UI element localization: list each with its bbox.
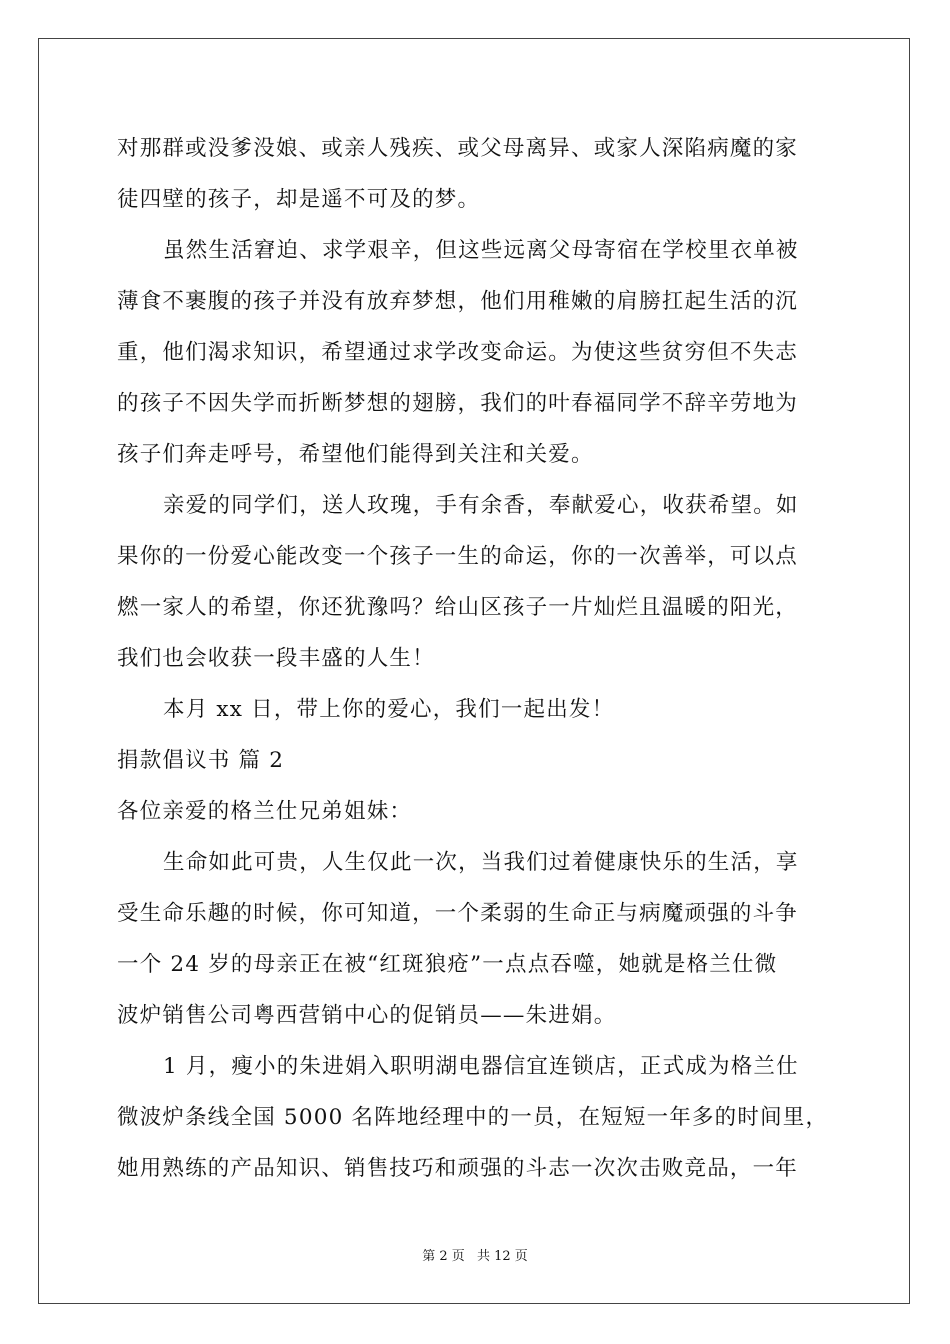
text-line: 受生命乐趣的时候，你可知道，一个柔弱的生命正与病魔顽强的斗争 [117,901,799,926]
text-line: 一个 24 岁的母亲正在被“红斑狼疮”一点点吞噬，她就是格兰仕微 [117,952,778,977]
text-line: 的孩子不因失学而折断梦想的翅膀，我们的叶春福同学不辞辛劳地为 [117,391,799,416]
page-total: 共 12 页 [476,1249,528,1264]
text-line: 她用熟练的产品知识、销售技巧和顽强的斗志一次次击败竞品，一年 [117,1156,799,1181]
text-line: 亲爱的同学们，送人玫瑰，手有余香，奉献爱心，收获希望。如 [163,493,799,518]
text-line: 徒四壁的孩子，却是遥不可及的梦。 [117,187,481,212]
text-line: 微波炉条线全国 5000 名阵地经理中的一员，在短短一年多的时间里， [117,1105,829,1130]
text-line: 果你的一份爱心能改变一个孩子一生的命运，你的一次善举，可以点 [117,544,799,569]
text-line: 对那群或没爹没娘、或亲人残疾、或父母离异、或家人深陷病魔的家 [117,136,799,161]
text-line: 1 月，瘦小的朱进娟入职明湖电器信宜连锁店，正式成为格兰仕 [163,1054,799,1079]
text-line: 燃一家人的希望，你还犹豫吗？给山区孩子一片灿烂且温暖的阳光， [117,595,799,620]
page-footer [0,1245,950,1264]
text-line: 重，他们渴求知识，希望通过求学改变命运。为使这些贫穷但不失志 [117,340,799,365]
text-line: 生命如此可贵，人生仅此一次，当我们过着健康快乐的生活，享 [163,850,799,875]
text-line: 孩子们奔走呼号，希望他们能得到关注和关爱。 [117,442,594,467]
text-line: 虽然生活窘迫、求学艰辛，但这些远离父母寄宿在学校里衣单被 [163,238,799,263]
text-line: 捐款倡议书 篇 2 [117,748,285,773]
page-number: 第 2 页 [422,1249,465,1264]
text-line: 波炉销售公司粤西营销中心的促销员——朱进娟。 [117,1003,617,1028]
text-line: 我们也会收获一段丰盛的人生！ [117,646,435,671]
text-line: 本月 xx 日，带上你的爱心，我们一起出发！ [163,697,615,722]
text-line: 薄食不裹腹的孩子并没有放弃梦想，他们用稚嫩的肩膀扛起生活的沉 [117,289,799,314]
document-body [117,130,837,1201]
text-line: 各位亲爱的格兰仕兄弟姐妹： [117,799,413,824]
